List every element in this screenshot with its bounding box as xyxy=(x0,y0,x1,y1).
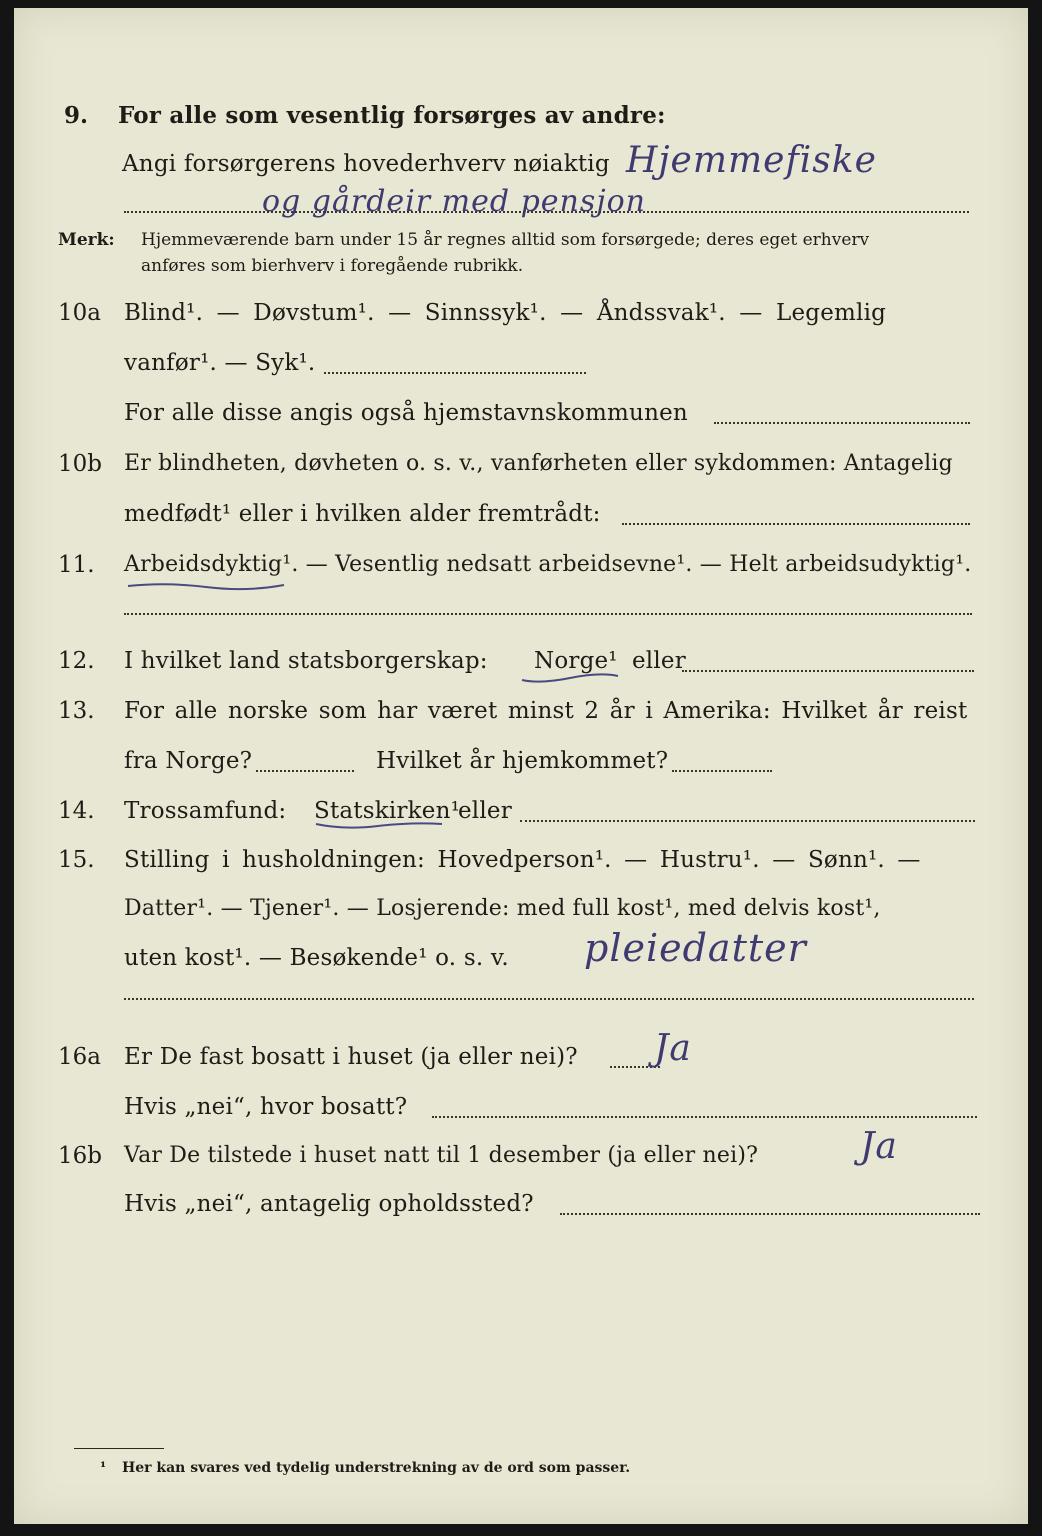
q12-underline-mark xyxy=(520,670,620,686)
footnote-rule xyxy=(74,1448,164,1449)
q16a-line2: Hvis „nei“, hvor bosatt? xyxy=(124,1094,408,1120)
q15-line3: uten kost¹. — Besøkende¹ o. s. v. xyxy=(124,945,509,971)
q10a-line3: For alle disse angis også hjemstavnskommunen xyxy=(124,400,688,426)
q11-number: 11. xyxy=(58,552,95,578)
q14-number: 14. xyxy=(58,798,95,824)
q14-tail: eller xyxy=(458,798,512,824)
q12-text-a: I hvilket land statsborgerskap: xyxy=(124,648,488,674)
q13-line2-b: Hvilket år hjemkommet? xyxy=(376,748,669,774)
q16a-answer-line xyxy=(610,1066,660,1068)
form-sheet xyxy=(14,8,1028,1524)
q15-line2: Datter¹. — Tjener¹. — Losjerende: med full kost¹, med delvis kost¹, xyxy=(124,896,881,921)
footnote-text: Her kan svares ved tydelig understrekning av de ord som passer. xyxy=(122,1460,631,1476)
merk-label: Merk: xyxy=(58,230,115,250)
q15-answer: pleiedatter xyxy=(584,926,807,970)
q14-value: Statskirken¹ xyxy=(314,798,461,824)
q10a-syk-line xyxy=(324,372,586,374)
q13-line1: For alle norske som har været minst 2 år i Amerika: Hvilket år reist xyxy=(124,698,968,724)
q14-label: Trossamfund: xyxy=(124,798,287,824)
q9-label: Angi forsørgerens hovederhverv nøiaktig xyxy=(122,151,610,177)
q16a-line1: Er De fast bosatt i huset (ja eller nei)? xyxy=(124,1044,578,1070)
q16b-opholdssted-line xyxy=(560,1213,980,1215)
q12-number: 12. xyxy=(58,648,95,674)
q10b-number: 10b xyxy=(58,451,102,477)
q13-reist-line xyxy=(256,770,354,772)
merk-line1: Hjemmeværende barn under 15 år regnes alltid som forsørgede; deres eget erhverv xyxy=(141,230,870,250)
q16a-answer: Ja xyxy=(654,1028,692,1069)
q10a-kommune-line xyxy=(714,422,970,424)
q16b-number: 16b xyxy=(58,1143,102,1169)
q16a-number: 16a xyxy=(58,1044,101,1070)
q12-answer-line xyxy=(682,670,974,672)
footnote-mark: ¹ xyxy=(100,1460,107,1476)
q16b-line1: Var De tilstede i huset natt til 1 desember (ja eller nei)? xyxy=(124,1143,759,1168)
q10a-line2: vanfør¹. — Syk¹. xyxy=(124,350,316,376)
q10a-number: 10a xyxy=(58,300,101,326)
q16a-bosatt-line xyxy=(432,1116,977,1118)
q11-underline-mark xyxy=(126,580,286,592)
merk-line2: anføres som bierhverv i foregående rubrikk. xyxy=(141,256,524,276)
q12-tail: eller xyxy=(632,648,686,674)
q12-value: Norge¹ xyxy=(534,648,618,674)
q10b-line1: Er blindheten, døvheten o. s. v., vanførheten eller sykdommen: Antagelig xyxy=(124,451,953,476)
q16b-line2: Hvis „nei“, antagelig opholdssted? xyxy=(124,1191,534,1217)
q10a-line1: Blind¹. — Døvstum¹. — Sinnssyk¹. — Åndssvak¹. — Legemlig xyxy=(124,300,887,326)
q9-number: 9. xyxy=(64,102,89,129)
q15-answer-line xyxy=(124,998,974,1000)
q11-line1: Arbeidsdyktig¹. — Vesentlig nedsatt arbeidsevne¹. — Helt arbeidsudyktig¹. xyxy=(124,552,972,577)
q10b-line2: medfødt¹ eller i hvilken alder fremtrådt: xyxy=(124,501,601,527)
q14-answer-line xyxy=(520,820,975,822)
q15-number: 15. xyxy=(58,847,95,873)
q13-hjem-line xyxy=(672,770,772,772)
q16b-answer: Ja xyxy=(860,1126,898,1167)
q9-answer-line2: og gårdeir med pensjon xyxy=(262,184,646,219)
q9-answer-line1: Hjemmefiske xyxy=(626,140,877,181)
q15-line1: Stilling i husholdningen: Hovedperson¹. — Hustru¹. — Sønn¹. — xyxy=(124,847,921,873)
q14-underline-mark xyxy=(314,818,444,832)
q9-title: For alle som vesentlig forsørges av andre: xyxy=(118,102,666,129)
q13-line2-a: fra Norge? xyxy=(124,748,253,774)
q9-answer-line xyxy=(124,211,969,213)
q11-answer-line xyxy=(124,613,972,615)
q10b-alder-line xyxy=(622,523,970,525)
q13-number: 13. xyxy=(58,698,95,724)
